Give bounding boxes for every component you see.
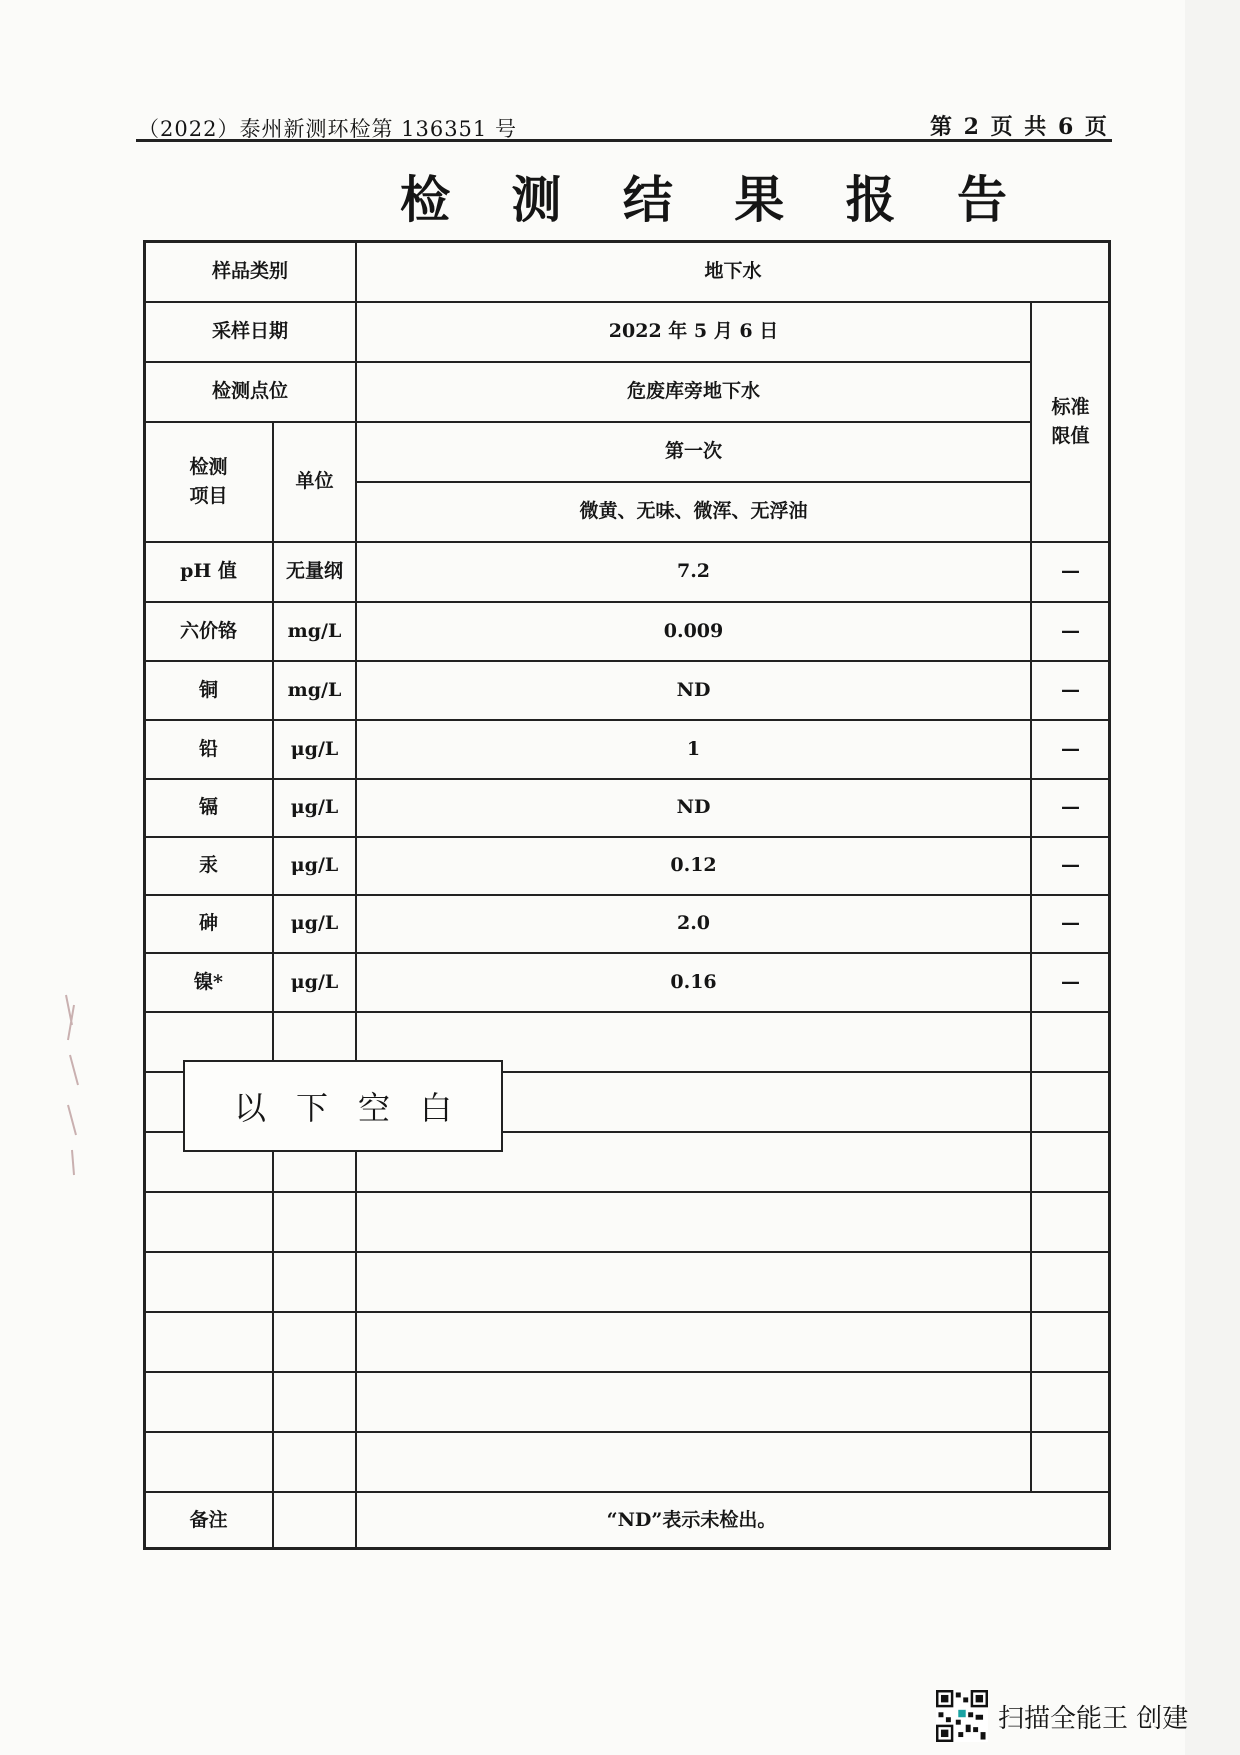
- row-limit: —: [1061, 796, 1080, 819]
- value-sample-type: 地下水: [704, 259, 762, 282]
- value-sampling-date: 2022 年 5 月 6 日: [608, 320, 779, 343]
- row-value: 0.12: [670, 854, 717, 877]
- qr-code-icon: [936, 1690, 988, 1742]
- report-number: （2022）泰州新测环检第 136351 号: [138, 117, 517, 141]
- row-value: ND: [676, 796, 711, 819]
- value-round: 第一次: [664, 440, 722, 463]
- row-unit: μg/L: [290, 854, 339, 877]
- row-unit: μg/L: [290, 737, 339, 760]
- label-test-item: 检测 项目: [189, 455, 228, 507]
- row-item: pH 值: [180, 560, 237, 583]
- row-value: 2.0: [676, 912, 711, 935]
- row-unit: μg/L: [290, 970, 339, 993]
- row-unit: 无量纲: [285, 560, 343, 583]
- value-remarks: “ND”表示未检出。: [606, 1508, 777, 1531]
- scanner-text: 扫描全能王 创建: [998, 1703, 1189, 1734]
- row-item: 镍*: [194, 970, 223, 993]
- label-unit: 单位: [295, 470, 334, 493]
- scanner-watermark: [936, 1690, 1188, 1742]
- label-remarks: 备注: [189, 1508, 228, 1531]
- grid-line: [145, 1371, 1111, 1373]
- value-location: 危废库旁地下水: [626, 380, 760, 403]
- row-item: 砷: [198, 912, 218, 935]
- row-value: 0.16: [670, 970, 717, 993]
- row-limit: —: [1061, 678, 1080, 701]
- row-limit: —: [1061, 737, 1080, 760]
- grid-line: [145, 1431, 1111, 1433]
- grid-line: [145, 1191, 1111, 1193]
- grid-line: [145, 1311, 1111, 1313]
- header-divider: [136, 139, 1112, 142]
- row-limit: —: [1061, 970, 1080, 993]
- row-item: 铅: [198, 737, 218, 760]
- row-value: 0.009: [663, 619, 724, 642]
- grid-line: [145, 1251, 1111, 1253]
- value-appearance: 微黄、无味、微浑、无浮油: [579, 500, 808, 523]
- label-sample-type: 样品类别: [211, 259, 288, 282]
- label-location: 检测点位: [211, 380, 288, 403]
- row-value: 1: [686, 737, 701, 760]
- row-unit: μg/L: [290, 796, 339, 819]
- row-unit: mg/L: [287, 678, 342, 701]
- row-item: 汞: [198, 854, 218, 877]
- row-limit: —: [1061, 619, 1080, 642]
- report-title: 检 测 结 果 报 告: [400, 171, 1030, 229]
- row-limit: —: [1061, 854, 1080, 877]
- row-unit: mg/L: [287, 619, 342, 642]
- row-unit: μg/L: [290, 912, 339, 935]
- row-value: 7.2: [676, 560, 711, 583]
- label-standard-limit: 标准 限值: [1051, 395, 1090, 447]
- row-item: 六价铬: [179, 619, 237, 642]
- row-value: ND: [676, 678, 711, 701]
- blank-below-stamp: 以下空白: [183, 1060, 503, 1152]
- row-item: 镉: [198, 796, 218, 819]
- row-item: 铜: [198, 678, 218, 701]
- row-limit: —: [1061, 912, 1080, 935]
- grid-line: [145, 1011, 1111, 1013]
- row-limit: —: [1061, 560, 1080, 583]
- edge-stamp-mark: [60, 985, 90, 1185]
- page-indicator: 第 2 页 共 6 页: [930, 114, 1109, 140]
- label-sampling-date: 采样日期: [211, 320, 288, 343]
